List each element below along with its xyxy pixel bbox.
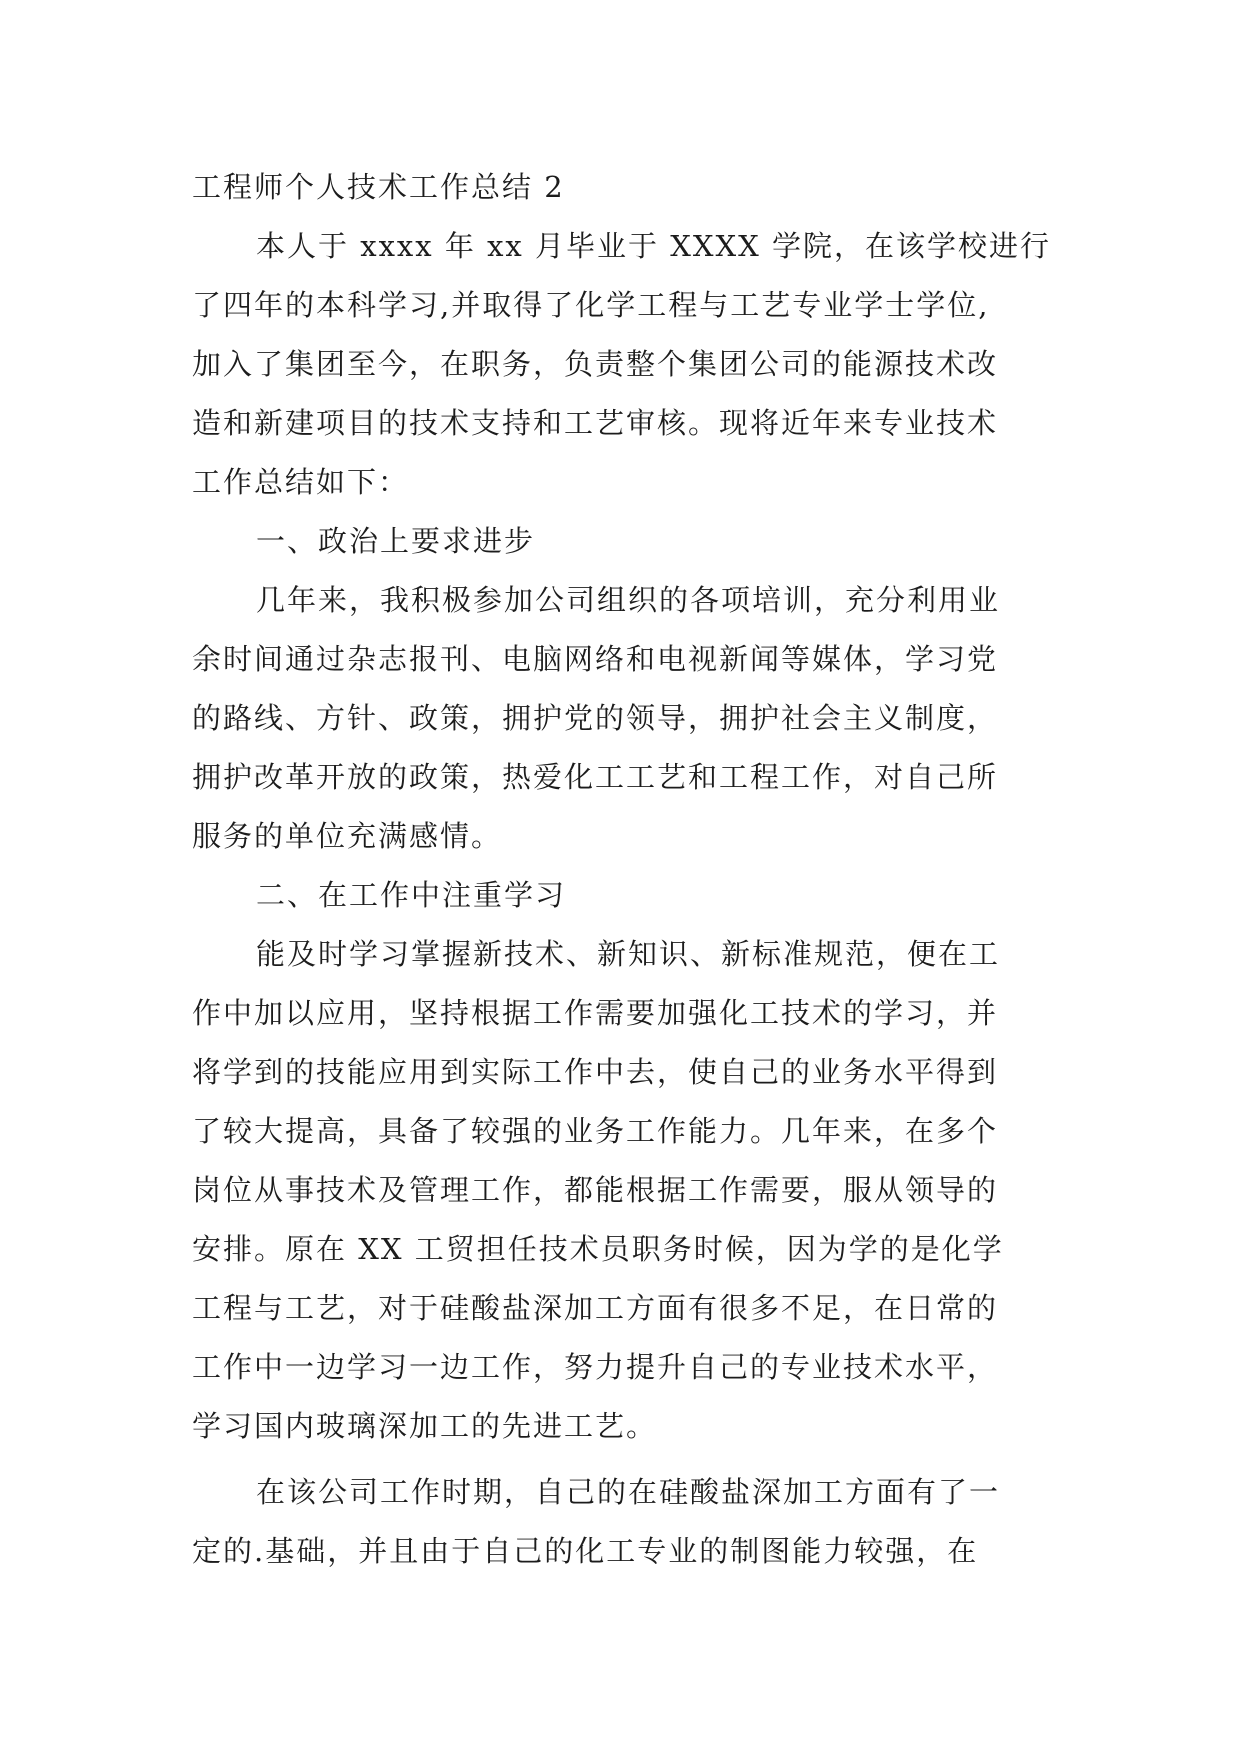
paragraph-line: 将学到的技能应用到实际工作中去，使自己的业务水平得到 — [192, 1055, 999, 1089]
paragraph-line: 本人于 xxxx 年 xx 月毕业于 XXXX 学院，在该学校进行 — [256, 229, 1052, 263]
paragraph-line: 工程与工艺，对于硅酸盐深加工方面有很多不足，在日常的 — [192, 1291, 999, 1325]
document-title: 工程师个人技术工作总结 2 — [192, 170, 565, 204]
paragraph-line: 几年来，我积极参加公司组织的各项培训，充分利用业 — [256, 583, 1001, 617]
paragraph-line: 服务的单位充满感情。 — [192, 819, 503, 853]
paragraph-line: 加入了集团至今，在职务，负责整个集团公司的能源技术改 — [192, 347, 999, 381]
paragraph-line: 在该公司工作时期，自己的在硅酸盐深加工方面有了一 — [256, 1475, 1001, 1509]
paragraph-line: 工作总结如下： — [192, 465, 410, 499]
document-body — [192, 158, 1072, 1581]
paragraph-line: 余时间通过杂志报刊、电脑网络和电视新闻等媒体，学习党 — [192, 642, 999, 676]
paragraph-line: 了较大提高，具备了较强的业务工作能力。几年来，在多个 — [192, 1114, 999, 1148]
paragraph-line: 造和新建项目的技术支持和工艺审核。现将近年来专业技术 — [192, 406, 999, 440]
paragraph-line: 安排。原在 XX 工贸担任技术员职务时候，因为学的是化学 — [192, 1232, 1004, 1266]
paragraph-line: 的路线、方针、政策，拥护党的领导，拥护社会主义制度， — [192, 701, 999, 735]
paragraph-line: 能及时学习掌握新技术、新知识、新标准规范，便在工 — [256, 937, 1001, 971]
paragraph-line: 了四年的本科学习,并取得了化学工程与工艺专业学士学位, — [192, 288, 990, 322]
paragraph-line: 岗位从事技术及管理工作，都能根据工作需要，服从领导的 — [192, 1173, 999, 1207]
section-heading: 二、在工作中注重学习 — [256, 878, 567, 912]
section-heading: 一、政治上要求进步 — [256, 524, 536, 558]
paragraph-line: 定的.基础，并且由于自己的化工专业的制图能力较强，在 — [192, 1534, 979, 1568]
paragraph-line: 工作中一边学习一边工作，努力提升自己的专业技术水平， — [192, 1350, 999, 1384]
paragraph-line: 拥护改革开放的政策，热爱化工工艺和工程工作，对自己所 — [192, 760, 999, 794]
paragraph-line: 学习国内玻璃深加工的先进工艺。 — [192, 1409, 658, 1443]
paragraph-line: 作中加以应用，坚持根据工作需要加强化工技术的学习，并 — [192, 996, 999, 1030]
